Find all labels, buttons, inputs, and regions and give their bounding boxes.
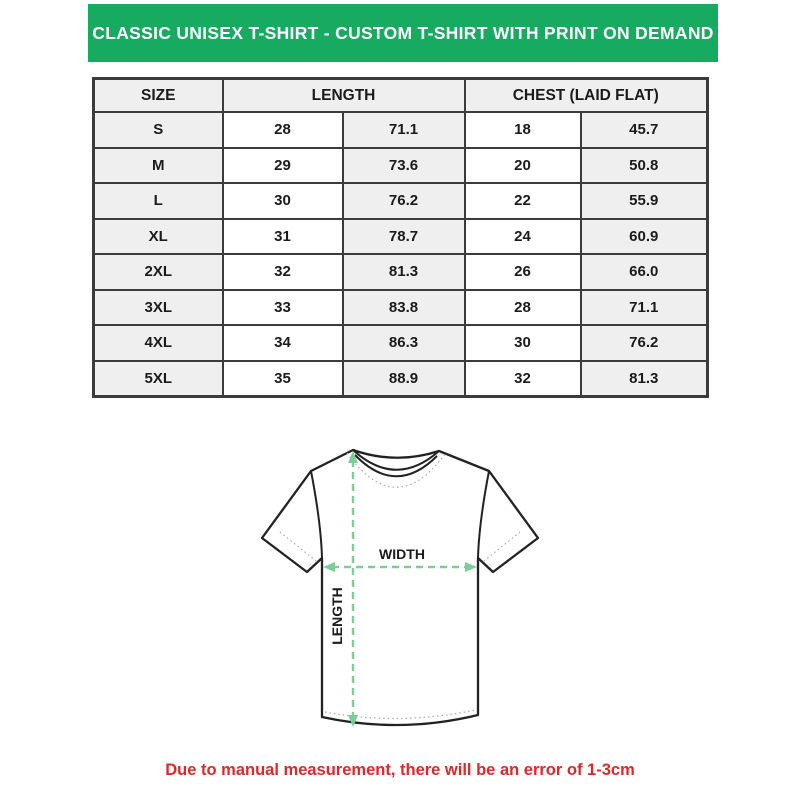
- length-cm-cell: 88.9: [343, 361, 465, 397]
- size-cell: L: [94, 183, 223, 219]
- size-cell: 4XL: [94, 325, 223, 361]
- size-cell: S: [94, 112, 223, 148]
- chest-cm-cell: 60.9: [581, 219, 708, 255]
- chest-in-cell: 22: [465, 183, 581, 219]
- tshirt-outline: [262, 450, 538, 725]
- chest-cm-cell: 45.7: [581, 112, 708, 148]
- length-in-cell: 32: [223, 254, 343, 290]
- width-label: WIDTH: [379, 546, 425, 562]
- size-cell: 3XL: [94, 290, 223, 326]
- chest-in-cell: 28: [465, 290, 581, 326]
- chest-in-cell: 24: [465, 219, 581, 255]
- length-label: LENGTH: [329, 587, 345, 645]
- length-cm-cell: 76.2: [343, 183, 465, 219]
- size-cell: 5XL: [94, 361, 223, 397]
- length-in-cell: 28: [223, 112, 343, 148]
- chest-in-cell: 32: [465, 361, 581, 397]
- chest-cm-cell: 66.0: [581, 254, 708, 290]
- table-row: [94, 183, 708, 219]
- length-in-cell: 29: [223, 148, 343, 184]
- length-cm-cell: 86.3: [343, 325, 465, 361]
- table-header-row: [94, 79, 708, 113]
- chest-cm-cell: 50.8: [581, 148, 708, 184]
- table-row: [94, 148, 708, 184]
- table-row: [94, 325, 708, 361]
- measurement-note: Due to manual measurement, there will be an error of 1-3cm: [165, 761, 635, 779]
- length-cm-cell: 81.3: [343, 254, 465, 290]
- tshirt-diagram: [240, 428, 560, 748]
- length-in-cell: 30: [223, 183, 343, 219]
- length-in-cell: 34: [223, 325, 343, 361]
- chest-cm-cell: 81.3: [581, 361, 708, 397]
- size-chart-table: [92, 77, 709, 398]
- length-in-cell: 31: [223, 219, 343, 255]
- table-row: [94, 219, 708, 255]
- table-row: [94, 361, 708, 397]
- length-in-cell: 35: [223, 361, 343, 397]
- page-title: CLASSIC UNISEX T-SHIRT - CUSTOM T-SHIRT WITH PRINT ON DEMAND: [92, 22, 714, 43]
- length-cm-cell: 73.6: [343, 148, 465, 184]
- header-cell-chest: CHEST (LAID FLAT): [465, 79, 708, 113]
- chest-in-cell: 30: [465, 325, 581, 361]
- length-cm-cell: 83.8: [343, 290, 465, 326]
- chest-cm-cell: 55.9: [581, 183, 708, 219]
- table-row: [94, 112, 708, 148]
- chest-in-cell: 18: [465, 112, 581, 148]
- length-cm-cell: 78.7: [343, 219, 465, 255]
- chest-cm-cell: 76.2: [581, 325, 708, 361]
- size-cell: M: [94, 148, 223, 184]
- chest-in-cell: 20: [465, 148, 581, 184]
- size-cell: 2XL: [94, 254, 223, 290]
- title-banner: [88, 4, 718, 62]
- length-in-cell: 33: [223, 290, 343, 326]
- header-cell-length: LENGTH: [223, 79, 465, 113]
- table-row: [94, 254, 708, 290]
- header-cell-size: SIZE: [94, 79, 223, 113]
- size-cell: XL: [94, 219, 223, 255]
- length-cm-cell: 71.1: [343, 112, 465, 148]
- chest-in-cell: 26: [465, 254, 581, 290]
- table-row: [94, 290, 708, 326]
- chest-cm-cell: 71.1: [581, 290, 708, 326]
